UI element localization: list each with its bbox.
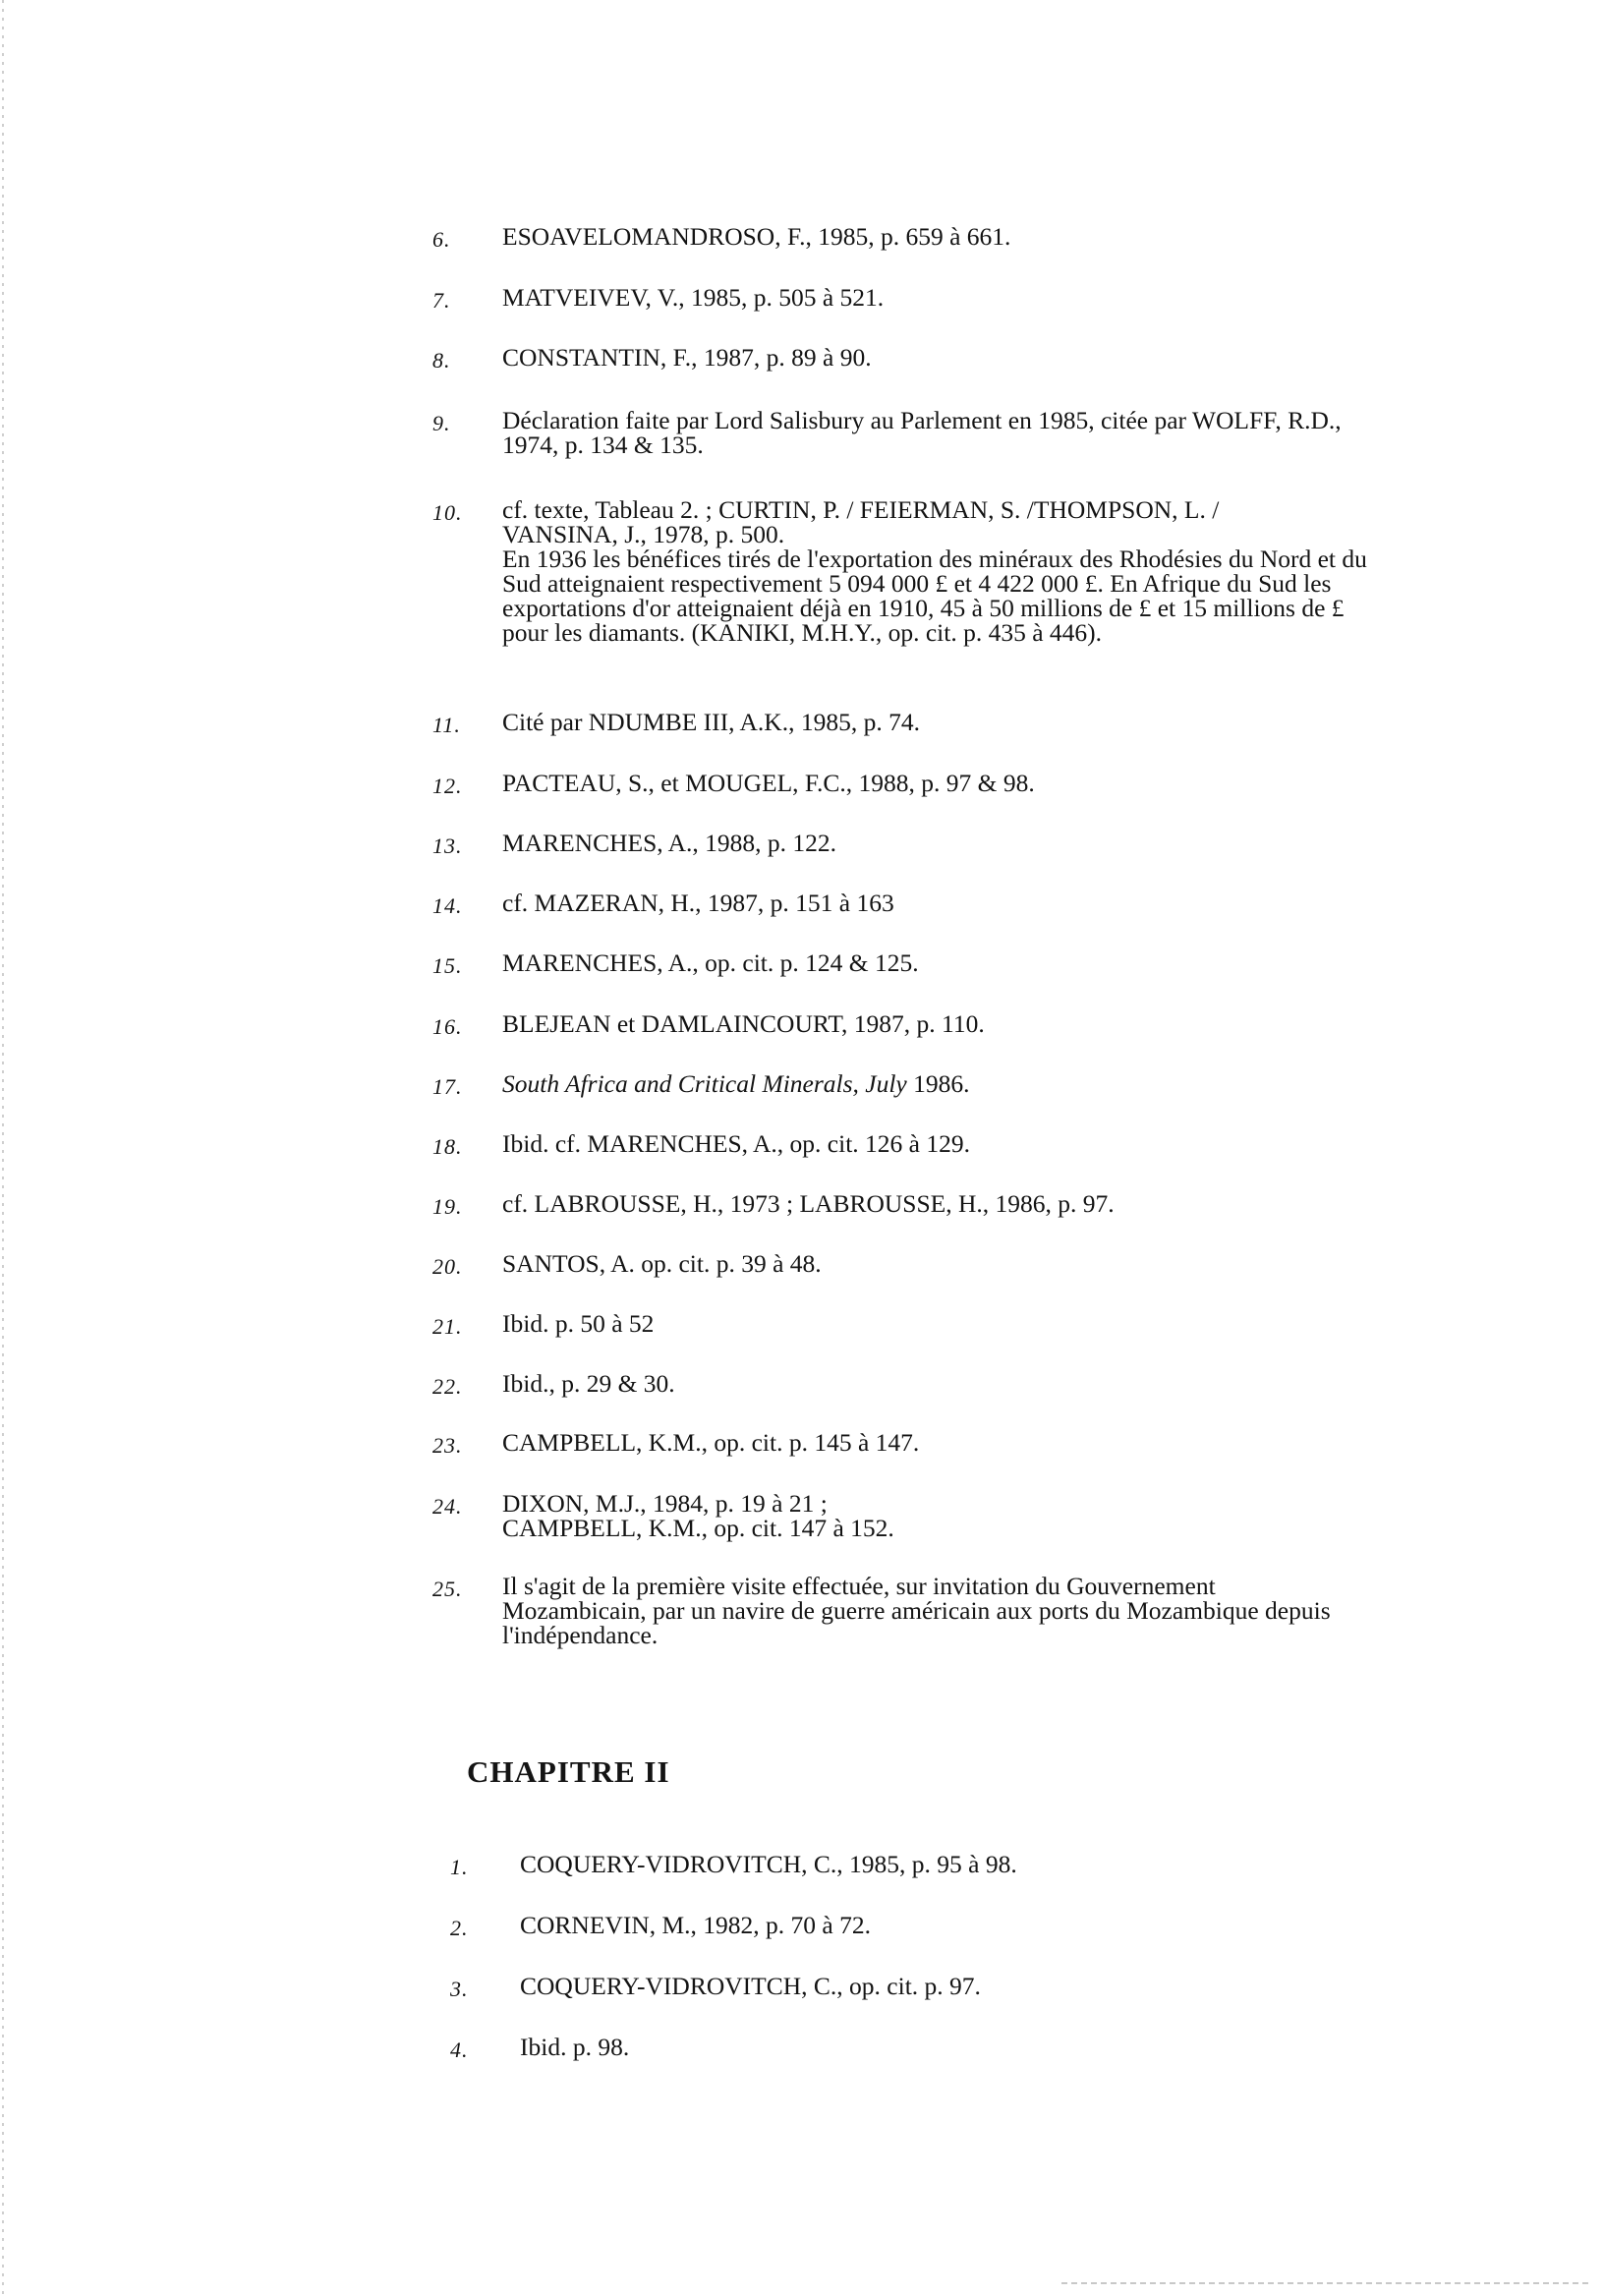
note-number: 23. bbox=[432, 1433, 463, 1458]
note-text: SANTOS, A. op. cit. p. 39 à 48. bbox=[502, 1249, 822, 1278]
note-text: CAMPBELL, K.M., op. cit. p. 145 à 147. bbox=[502, 1428, 920, 1457]
note-number: 17. bbox=[432, 1074, 463, 1099]
note-number: 1. bbox=[450, 1855, 469, 1879]
note-number: 10. bbox=[432, 500, 463, 525]
note-text: MATVEIVEV, V., 1985, p. 505 à 521. bbox=[502, 283, 885, 312]
note-number: 13. bbox=[432, 833, 463, 858]
note-number: 11. bbox=[432, 713, 461, 737]
italic-title: South Africa and Critical Minerals, July bbox=[502, 1069, 907, 1098]
note-text: PACTEAU, S., et MOUGEL, F.C., 1988, p. 97 & 98. bbox=[502, 769, 1035, 797]
note-number: 6. bbox=[432, 227, 451, 252]
note-text: cf. MAZERAN, H., 1987, p. 151 à 163 bbox=[502, 889, 894, 917]
note-text: South Africa and Critical Minerals, July 1986. bbox=[502, 1069, 970, 1098]
note-text: Déclaration faite par Lord Salisbury au Parlement en 1985, citée par WOLFF, R.D., 1974, p. 134 & 135. bbox=[502, 406, 1342, 459]
note-text: cf. texte, Tableau 2. ; CURTIN, P. / FEIERMAN, S. /THOMPSON, L. / VANSINA, J., 1978, p. 500. En 1936 les bénéfices tirés de l'exportation des minéraux des Rhodésies du Nord et du Sud atteignaient respectivement 5 094 000 £ et 4 422 000 £. En Afrique du Sud les exportations d'or atteignaient déjà en 1910, 45 à 50 millions de £ et 15 millions de £ pour les diamants. (KANIKI, M.H.Y., op. cit. p. 435 à 446). bbox=[502, 495, 1367, 647]
chapter-heading: CHAPITRE II bbox=[467, 1754, 670, 1789]
note-number: 19. bbox=[432, 1194, 463, 1219]
note-number: 16. bbox=[432, 1014, 463, 1039]
note-number: 2. bbox=[450, 1916, 469, 1940]
note-number: 25. bbox=[432, 1577, 463, 1601]
note-number: 9. bbox=[432, 411, 451, 435]
note-text: MARENCHES, A., op. cit. p. 124 & 125. bbox=[502, 948, 919, 977]
note-number: 4. bbox=[450, 2038, 469, 2062]
note-number: 20. bbox=[432, 1254, 463, 1279]
note-number: 15. bbox=[432, 953, 463, 978]
scan-bottom-edge bbox=[1061, 2282, 1592, 2284]
note-text: MARENCHES, A., 1988, p. 122. bbox=[502, 829, 837, 857]
note-text: Ibid., p. 29 & 30. bbox=[502, 1369, 675, 1398]
note-number: 3. bbox=[450, 1977, 469, 2001]
note-text: DIXON, M.J., 1984, p. 19 à 21 ; CAMPBELL, K.M., op. cit. 147 à 152. bbox=[502, 1489, 894, 1542]
note-text: Cité par NDUMBE III, A.K., 1985, p. 74. bbox=[502, 708, 920, 736]
note-number: 18. bbox=[432, 1134, 463, 1159]
scan-left-edge bbox=[2, 0, 4, 2296]
note-text: COQUERY-VIDROVITCH, C., op. cit. p. 97. bbox=[520, 1972, 981, 2000]
note-text: CONSTANTIN, F., 1987, p. 89 à 90. bbox=[502, 343, 872, 372]
note-number: 21. bbox=[432, 1314, 463, 1339]
note-text: CORNEVIN, M., 1982, p. 70 à 72. bbox=[520, 1911, 871, 1939]
note-text: Il s'agit de la première visite effectuée, sur invitation du Gouvernement Mozambicain, par un navire de guerre américain aux ports du Mozambique depuis l'indépendance. bbox=[502, 1572, 1331, 1649]
note-text: BLEJEAN et DAMLAINCOURT, 1987, p. 110. bbox=[502, 1009, 985, 1038]
note-number: 7. bbox=[432, 288, 451, 313]
note-text: COQUERY-VIDROVITCH, C., 1985, p. 95 à 98. bbox=[520, 1850, 1017, 1878]
note-number: 22. bbox=[432, 1374, 463, 1399]
note-number: 12. bbox=[432, 774, 463, 798]
note-number: 14. bbox=[432, 893, 463, 918]
note-text: Ibid. p. 50 à 52 bbox=[502, 1309, 655, 1338]
note-number: 24. bbox=[432, 1494, 463, 1519]
note-text: ESOAVELOMANDROSO, F., 1985, p. 659 à 661. bbox=[502, 222, 1011, 251]
note-number: 8. bbox=[432, 348, 451, 373]
note-text: Ibid. p. 98. bbox=[520, 2033, 630, 2061]
note-text: Ibid. cf. MARENCHES, A., op. cit. 126 à 129. bbox=[502, 1129, 970, 1158]
note-text: cf. LABROUSSE, H., 1973 ; LABROUSSE, H., 1986, p. 97. bbox=[502, 1189, 1115, 1218]
